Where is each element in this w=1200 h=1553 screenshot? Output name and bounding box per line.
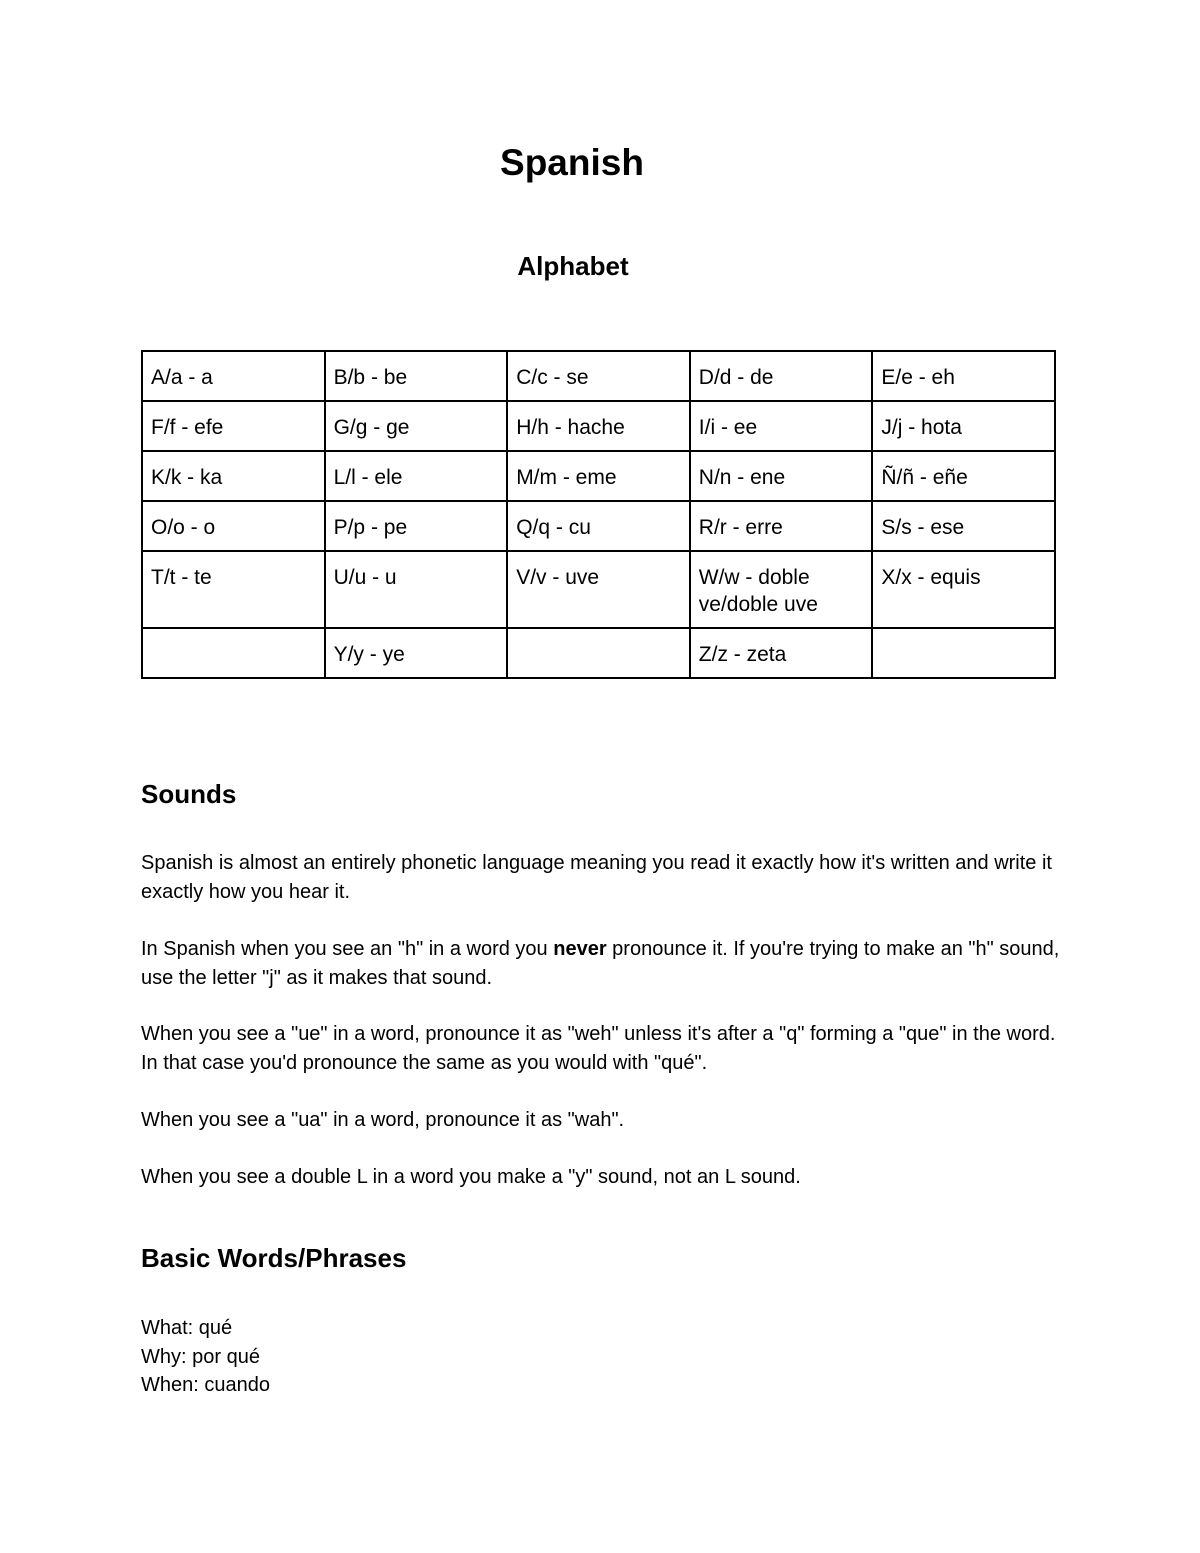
alphabet-heading: Alphabet bbox=[517, 251, 629, 281]
table-cell: D/d - de bbox=[690, 351, 873, 401]
table-cell: H/h - hache bbox=[507, 401, 690, 451]
table-cell: W/w - doble ve/doble uve bbox=[690, 551, 873, 628]
table-cell: J/j - hota bbox=[872, 401, 1055, 451]
table-cell: Z/z - zeta bbox=[690, 628, 873, 678]
table-cell: X/x - equis bbox=[872, 551, 1055, 628]
table-cell: T/t - te bbox=[142, 551, 325, 628]
alphabet-table bbox=[141, 350, 1056, 679]
table-cell: U/u - u bbox=[325, 551, 508, 628]
table-cell: Q/q - cu bbox=[507, 501, 690, 551]
sounds-heading: Sounds bbox=[141, 779, 237, 809]
sounds-paragraph-ua: When you see a "ua" in a word, pronounce it as "wah". bbox=[141, 1109, 625, 1131]
table-cell: K/k - ka bbox=[142, 451, 325, 501]
table-cell: O/o - o bbox=[142, 501, 325, 551]
table-row bbox=[142, 401, 1055, 451]
table-cell: G/g - ge bbox=[325, 401, 508, 451]
table-cell: I/i - ee bbox=[690, 401, 873, 451]
phrases-list bbox=[141, 1314, 270, 1400]
page-title: Spanish bbox=[500, 142, 644, 183]
table-cell: R/r - erre bbox=[690, 501, 873, 551]
table-cell bbox=[142, 628, 325, 678]
table-cell: M/m - eme bbox=[507, 451, 690, 501]
table-row bbox=[142, 351, 1055, 401]
paragraph-text: In Spanish when you see an "h" in a word you bbox=[141, 938, 554, 960]
table-cell bbox=[507, 628, 690, 678]
table-row bbox=[142, 628, 1055, 678]
table-cell bbox=[872, 628, 1055, 678]
table-cell: F/f - efe bbox=[142, 401, 325, 451]
table-cell: S/s - ese bbox=[872, 501, 1055, 551]
table-row bbox=[142, 551, 1055, 628]
table-cell: Ñ/ñ - eñe bbox=[872, 451, 1055, 501]
table-row bbox=[142, 451, 1055, 501]
paragraph-text: pronounce it. If you're trying to make an "h" sound, use the letter "j" as it makes that sound. bbox=[141, 938, 1060, 989]
sounds-paragraph-phonetic: Spanish is almost an entirely phonetic language meaning you read it exactly how it's written and write it exactly how you hear it. bbox=[141, 852, 1052, 903]
table-cell: P/p - pe bbox=[325, 501, 508, 551]
table-cell: N/n - ene bbox=[690, 451, 873, 501]
list-item: What: qué bbox=[141, 1317, 233, 1339]
list-item: When: cuando bbox=[141, 1374, 270, 1396]
list-item: Why: por qué bbox=[141, 1345, 260, 1368]
table-cell: V/v - uve bbox=[507, 551, 690, 628]
sounds-paragraph-h bbox=[141, 935, 1071, 992]
emphasis-text: never bbox=[553, 938, 607, 960]
table-cell: Y/y - ye bbox=[325, 628, 508, 678]
table-cell: E/e - eh bbox=[872, 351, 1055, 401]
table-row bbox=[142, 501, 1055, 551]
phrases-heading: Basic Words/Phrases bbox=[141, 1243, 407, 1273]
table-cell: B/b - be bbox=[325, 351, 508, 401]
table-cell: C/c - se bbox=[507, 351, 690, 401]
table-cell: L/l - ele bbox=[325, 451, 508, 501]
sounds-paragraph-double-l: When you see a double L in a word you make a "y" sound, not an L sound. bbox=[141, 1166, 801, 1188]
sounds-paragraph-ue: When you see a "ue" in a word, pronounce it as "weh" unless it's after a "q" forming a "que" in the word. In that case you'd pronounce the same as you would with "qué". bbox=[141, 1023, 1056, 1074]
table-cell: A/a - a bbox=[142, 351, 325, 401]
